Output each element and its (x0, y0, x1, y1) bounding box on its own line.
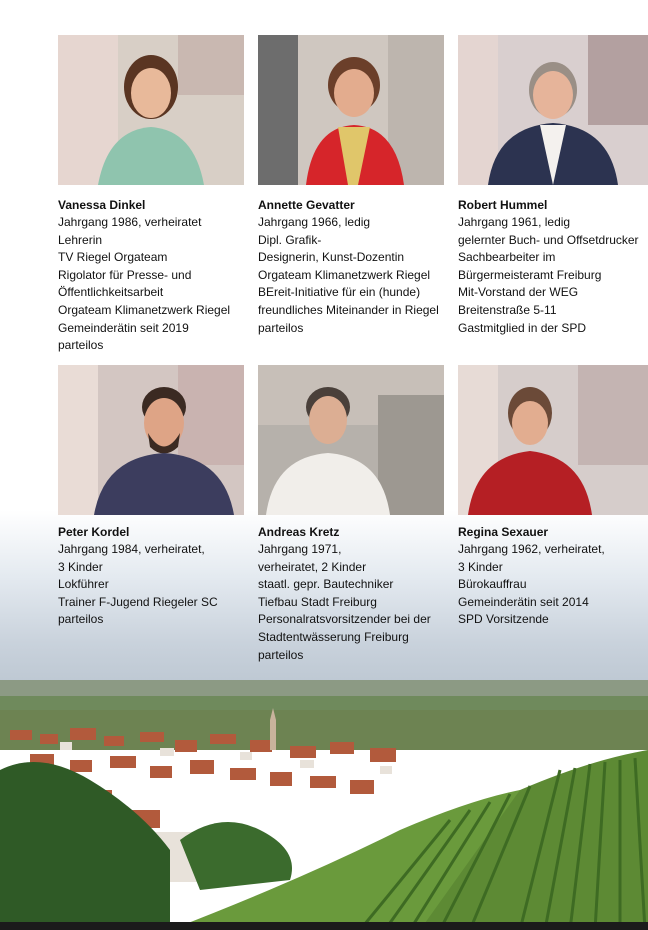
detail-line: Stadtentwässerung Freiburg (258, 629, 409, 644)
person-name: Regina Sexauer (458, 525, 549, 539)
detail-line: Tiefbau Stadt Freiburg (258, 594, 377, 609)
person-name: Annette Gevatter (258, 198, 355, 212)
portrait-photo (458, 365, 648, 515)
detail-line: Bürgermeisteramt Freiburg (458, 267, 602, 282)
detail-line: Jahrgang 1971, (258, 542, 342, 556)
person-details (458, 214, 639, 337)
detail-line: SPD Vorsitzende (458, 612, 549, 627)
detail-line: Personalratsvorsitzender bei der (258, 612, 431, 627)
person-name: Vanessa Dinkel (58, 198, 146, 212)
detail-line: Jahrgang 1962, verheiratet, (458, 542, 605, 556)
detail-line: Sachbearbeiter im (458, 250, 556, 265)
detail-line: verheiratet, 2 Kinder (258, 559, 367, 574)
detail-line: Mit-Vorstand der WEG (458, 285, 579, 300)
detail-line: 3 Kinder (458, 559, 503, 574)
detail-line: Gemeinderätin seit 2019 (58, 320, 189, 335)
detail-line: freundliches Miteinander in Riegel (258, 302, 439, 317)
detail-line: Gastmitglied in der SPD (458, 320, 587, 335)
detail-line: Trainer F-Jugend Riegeler SC (58, 594, 218, 609)
bottom-border (0, 922, 648, 930)
detail-line: Jahrgang 1966, ledig (258, 215, 371, 229)
detail-line: Jahrgang 1986, verheiratet (58, 215, 202, 229)
detail-line: staatl. gepr. Bautechniker (258, 577, 394, 592)
person-name: Andreas Kretz (258, 525, 340, 539)
detail-line: Orgateam Klimanetzwerk Riegel (58, 302, 231, 317)
detail-line: Dipl. Grafik- (258, 232, 322, 247)
detail-line: parteilos (58, 338, 104, 353)
portrait-photo (58, 35, 244, 185)
person-details (458, 541, 605, 629)
detail-line: Jahrgang 1961, ledig (458, 215, 571, 229)
detail-line: parteilos (258, 647, 304, 662)
detail-line: Bürokauffrau (458, 577, 527, 592)
person-details (258, 214, 439, 337)
detail-line: Gemeinderätin seit 2014 (458, 594, 589, 609)
person-name: Peter Kordel (58, 525, 130, 539)
portrait-photo (258, 35, 444, 185)
person-details (58, 214, 230, 355)
detail-line: gelernter Buch- und Offsetdrucker (458, 232, 639, 247)
detail-line: parteilos (258, 320, 304, 335)
person-name: Robert Hummel (458, 198, 548, 212)
person-details (58, 541, 218, 629)
portrait-photo (458, 35, 648, 185)
detail-line: Breitenstraße 5-11 (458, 302, 557, 317)
portrait-photo (58, 365, 244, 515)
detail-line: Orgateam Klimanetzwerk Riegel (258, 267, 431, 282)
detail-line: BEreit-Initiative für ein (hunde) (258, 285, 421, 300)
detail-line: Designerin, Kunst-Dozentin (258, 250, 405, 265)
detail-line: Öffentlichkeitsarbeit (58, 285, 164, 300)
detail-line: TV Riegel Orgateam (58, 250, 168, 265)
detail-line: Lokführer (58, 577, 109, 592)
portrait-photo (258, 365, 444, 515)
detail-line: Rigolator für Presse- und (58, 267, 192, 282)
detail-line: Jahrgang 1984, verheiratet, (58, 542, 205, 556)
detail-line: Lehrerin (58, 232, 103, 247)
detail-line: parteilos (58, 612, 104, 627)
person-details (258, 541, 431, 664)
detail-line: 3 Kinder (58, 559, 103, 574)
